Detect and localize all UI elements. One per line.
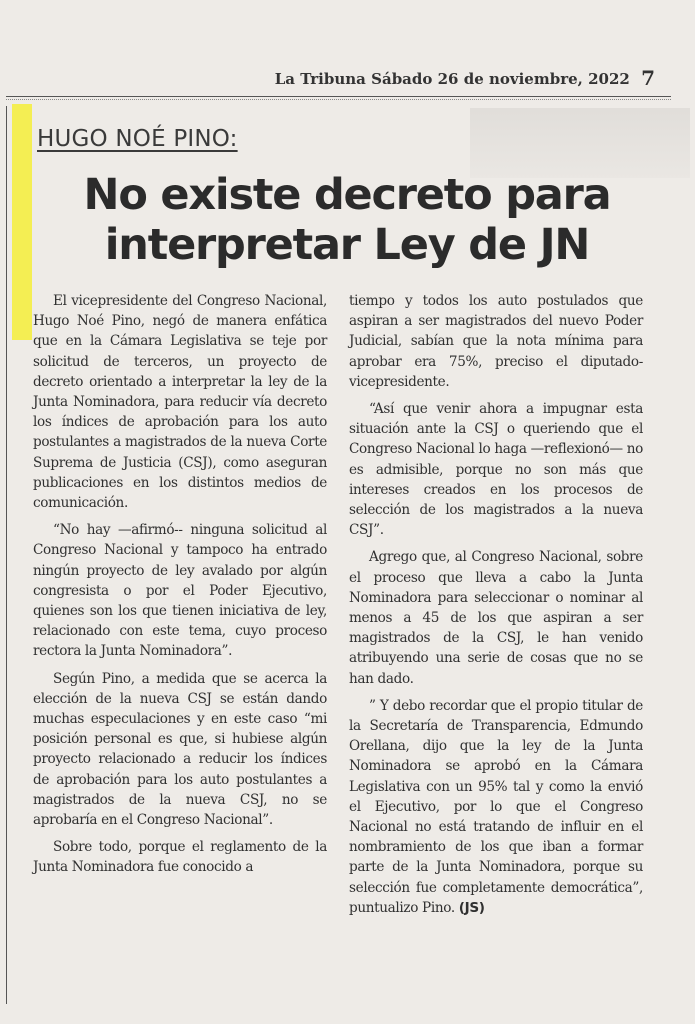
page-number: 7 bbox=[641, 66, 655, 90]
header-rule bbox=[6, 96, 671, 97]
article-column-right bbox=[349, 291, 643, 925]
paragraph: El vicepresidente del Congreso Nacional, Hugo Noé Pino, negó de manera enfática que en la Cámara Legislativa se teje por solicitud de terceros, un proyecto de decreto orientado a interpretar la ley de la Junta Nominadora, para reducir vía decreto los índices de aprobación para los auto postulantes a magistrados de la nueva Corte Suprema de Justicia (CSJ), como aseguran publicaciones en los distintos medios de comunicación. bbox=[33, 293, 327, 512]
header-dotted-rule bbox=[6, 99, 671, 100]
article-kicker: HUGO NOÉ PINO: bbox=[37, 126, 238, 152]
article-column-left bbox=[33, 291, 327, 885]
article-headline bbox=[22, 170, 672, 270]
bleed-through-background bbox=[470, 108, 690, 178]
paragraph: Según Pino, a medida que se acerca la elección de la nueva CSJ se están dando muchas especulaciones y en este caso “mi posición personal es que, si hubiese algún proyecto relacionado a reducir los índices de aprobación para los auto postulantes a magistrados de la nueva CSJ, no se aprobaría en el Congreso Nacional”. bbox=[33, 670, 327, 829]
headline-line-2: interpretar Ley de JN bbox=[104, 220, 590, 270]
headline-line-1: No existe decreto para bbox=[83, 170, 611, 220]
column-rule-left bbox=[6, 106, 7, 1004]
page-header bbox=[275, 66, 655, 90]
paragraph: “No hay —afirmó-- ninguna solicitud al Congreso Nacional y tampoco ha entrado ningún proyecto de ley avalado por algún congresista o por el Poder Ejecutivo, quienes son los que tienen iniciativa de ley, relacionado con este tema, cuyo proceso rectora la Junta Nominadora”. bbox=[33, 522, 327, 660]
paragraph: Sobre todo, porque el reglamento de la Junta Nominadora fue conocido a bbox=[33, 839, 327, 876]
paragraph-text: ” Y debo recordar que el propio titular de la Secretaría de Transparencia, Edmundo Orellana, dijo que la ley de la Junta Nominadora se aprobó en la Cámara Legislativa con un 95% tal y como la envió el Ejecutivo, por lo que el Congreso Nacional no está tratando de influir en el nombramiento de los que iban a formar parte de la Junta Nominadora, porque su selección fue completamente democrática”, puntualizo Pino. bbox=[349, 697, 643, 916]
paragraph: “Así que venir ahora a impugnar esta situación ante la CSJ o queriendo que el Congreso Nacional lo haga —reflexionó— no es admisible, porque no son más que intereses creados en los procesos de selección de los magistrados a la nueva CSJ”. bbox=[349, 401, 643, 539]
publication-date: Sábado 26 de noviembre, 2022 bbox=[371, 70, 630, 88]
publication-name: La Tribuna bbox=[274, 70, 366, 88]
author-signature: (JS) bbox=[458, 899, 485, 916]
paragraph: Agrego que, al Congreso Nacional, sobre el proceso que lleva a cabo la Junta Nominadora para seleccionar o nominar al menos a 45 de los que aspiran a ser magistrados de la CSJ, le han venido atribuyendo una serie de cosas que no se han dado. bbox=[349, 549, 643, 687]
paragraph: tiempo y todos los auto postulados que aspiran a ser magistrados del nuevo Poder Judicial, sabían que la nota mínima para aprobar era 75%, preciso el diputado-vicepresidente. bbox=[349, 293, 643, 390]
paragraph-final bbox=[349, 696, 643, 918]
